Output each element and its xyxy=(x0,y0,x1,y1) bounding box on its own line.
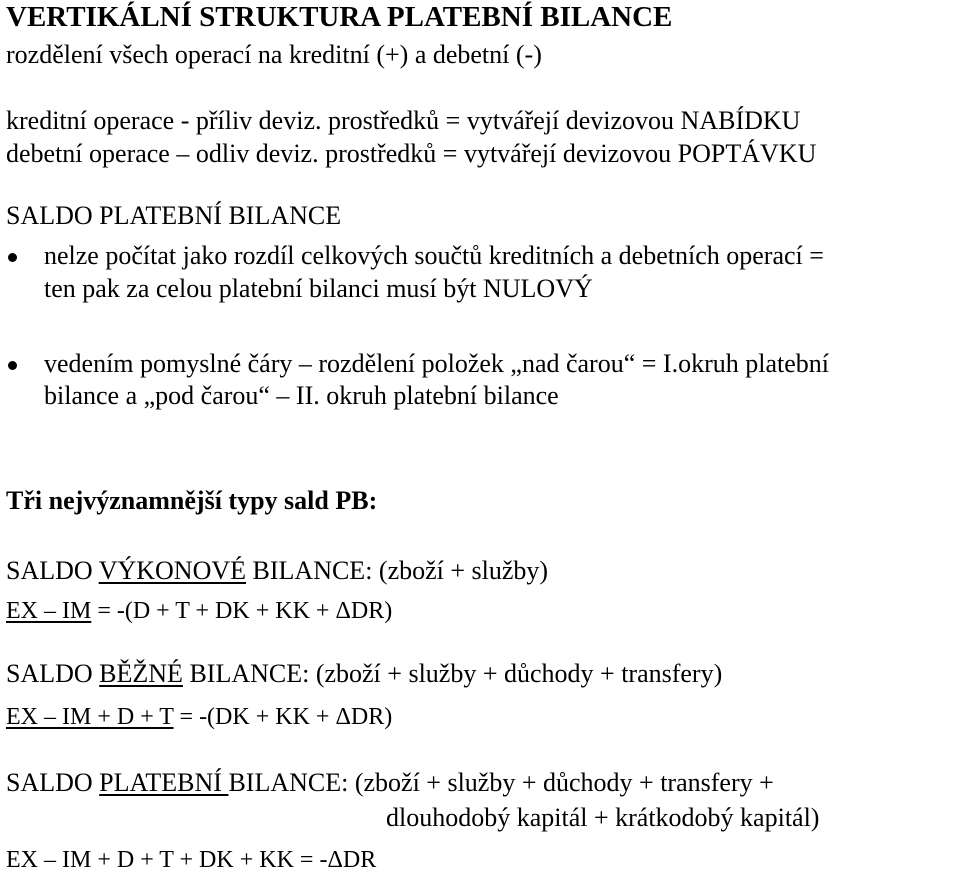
heading-prefix: SALDO xyxy=(6,768,100,797)
bullet-icon xyxy=(8,361,17,370)
heading-suffix: BILANCE: (zboží + služby) xyxy=(246,556,549,585)
saldo-vykonove-heading xyxy=(6,556,548,586)
page-title: VERTIKÁLNÍ STRUKTURA PLATEBNÍ BILANCE xyxy=(6,1,673,33)
saldo-platebni-formula: EX – IM + D + T + DK + KK = -ΔDR xyxy=(6,847,377,873)
heading-underlined: BĚŽNÉ xyxy=(99,659,183,688)
heading-suffix: BILANCE: (zboží + služby + důchody + transfery) xyxy=(182,659,723,688)
saldo-vykonove-formula xyxy=(6,596,392,626)
saldo-bezne-formula xyxy=(6,702,392,732)
saldo-platebni-continuation: dlouhodobý kapitál + krátkodobý kapitál) xyxy=(386,803,820,832)
saldo-bezne-heading xyxy=(6,659,722,689)
formula-underlined: EX – IM + D + T xyxy=(6,704,174,730)
saldo-heading: SALDO PLATEBNÍ BILANCE xyxy=(6,201,342,230)
formula-underlined: EX – IM xyxy=(6,598,92,624)
heading-prefix: SALDO xyxy=(6,556,99,585)
heading-underlined: VÝKONOVÉ xyxy=(98,556,247,585)
bullet-1-line-2: ten pak za celou platební bilanci musí být NULOVÝ xyxy=(44,274,593,303)
formula-rest: = -(D + T + DK + KK + ΔDR) xyxy=(91,598,393,624)
heading-prefix: SALDO xyxy=(6,659,100,688)
heading-suffix: BILANCE: (zboží + služby + důchody + transfery + xyxy=(228,768,774,797)
bullet-2-line-2: bilance a „pod čarou“ – II. okruh platební bilance xyxy=(44,381,559,410)
bullet-1-line-1: nelze počítat jako rozdíl celkových součtů kreditních a debetních operací = xyxy=(44,241,824,270)
bullet-icon xyxy=(8,253,17,262)
heading-underlined: PLATEBNÍ xyxy=(99,768,229,797)
formula-rest: = -(DK + KK + ΔDR) xyxy=(173,704,393,730)
subtitle: rozdělení všech operací na kreditní (+) a debetní (-) xyxy=(6,40,542,69)
saldo-platebni-heading xyxy=(6,768,774,798)
kredit-line: kreditní operace - příliv deviz. prostředků = vytvářejí devizovou NABÍDKU xyxy=(6,106,801,135)
bullet-2-line-1: vedením pomyslné čáry – rozdělení položek „nad čarou“ = I.okruh platební xyxy=(44,349,829,378)
debet-line: debetní operace – odliv deviz. prostředků = vytvářejí devizovou POPTÁVKU xyxy=(6,139,817,168)
types-heading: Tři nejvýznamnější typy sald PB: xyxy=(6,486,378,515)
